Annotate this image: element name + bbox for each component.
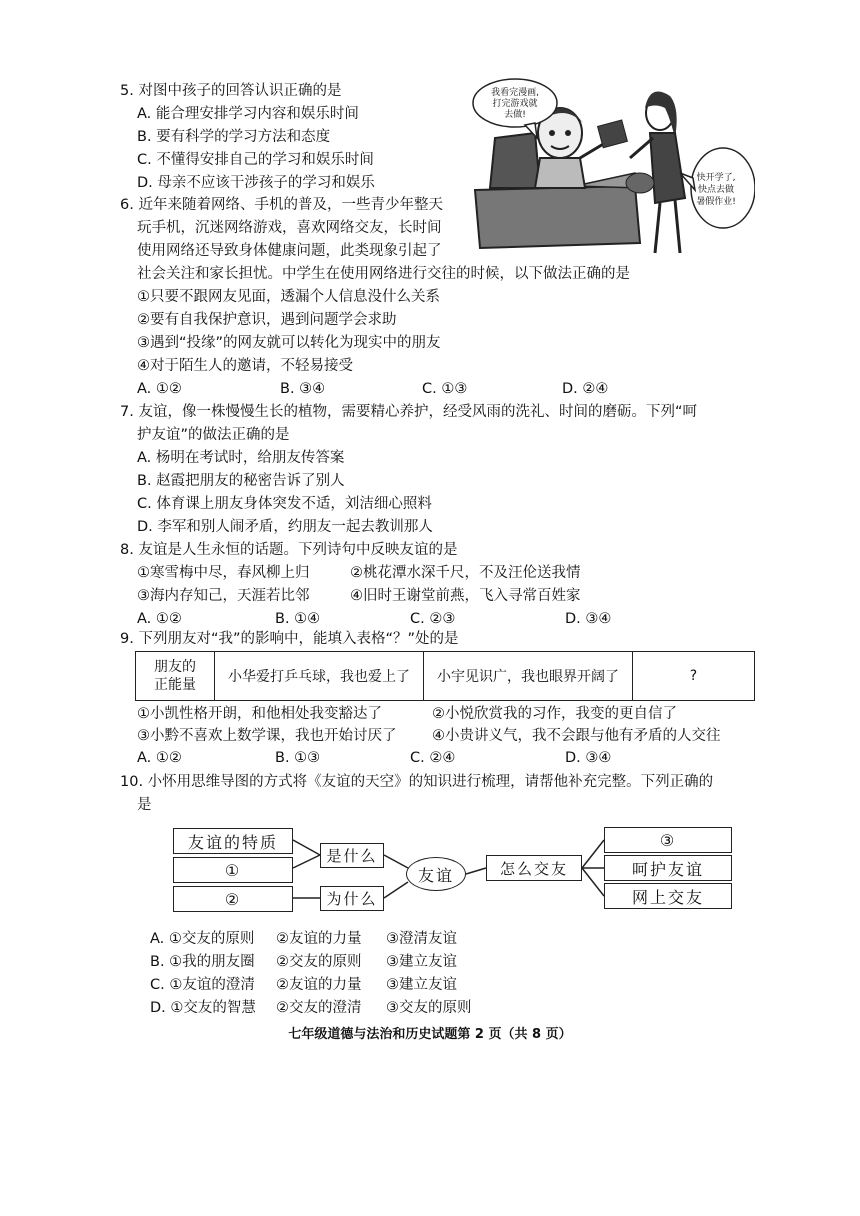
- q7-option-b: B. 赵霞把朋友的秘密告诉了别人: [137, 473, 345, 489]
- map-right-box-online: 网上交友: [604, 883, 732, 909]
- q6-stem-line: 玩手机，沉迷网络游戏，喜欢网络交友，长时间: [137, 220, 442, 236]
- q10-option-part: ③交友的原则: [386, 1000, 472, 1016]
- q6-choice-a: A. ①②: [137, 381, 182, 397]
- q8-item: ①寒雪梅中尽，春风柳上归: [137, 565, 310, 581]
- q5-option-a: A. 能合理安排学习内容和娱乐时间: [137, 106, 359, 122]
- map-how-box: 怎么交友: [486, 855, 582, 881]
- q9-choice-a: A. ①②: [137, 750, 182, 766]
- q10-option-d: [150, 997, 472, 1019]
- q7-option-d: D. 李军和别人闹矛盾，约朋友一起去教训那人: [137, 519, 433, 535]
- q6-item: ③遇到“投缘”的网友就可以转化为现实中的朋友: [137, 335, 441, 351]
- q10-option-part: ③建立友谊: [386, 954, 457, 970]
- q7-stem-line: 7. 友谊，像一株慢慢生长的植物，需要精心养护，经受风雨的洗礼、时间的磨砺。下列“呵: [120, 404, 697, 420]
- q10-stem-line: 10. 小怀用思维导图的方式将《友谊的天空》的知识进行梳理，请帮他补充完整。下列正确的: [120, 774, 714, 790]
- q8-item: ③海内存知己，天涯若比邻: [137, 588, 310, 604]
- map-left-box-1: ①: [173, 857, 293, 883]
- q6-item: ④对于陌生人的邀请，不轻易接受: [137, 358, 353, 374]
- q5-option-d: D. 母亲不应该干涉孩子的学习和娱乐: [137, 175, 375, 191]
- q9-table-cell: 小华爱打乒乓球，我也爱上了: [215, 652, 424, 701]
- q7-option-a: A. 杨明在考试时，给朋友传答案: [137, 450, 345, 466]
- q9-item: ②小悦欣赏我的习作，我变的更自信了: [432, 706, 677, 722]
- q10-option-part: ②友谊的力量: [276, 931, 362, 947]
- q9-item: ③小黔不喜欢上数学课，我也开始讨厌了: [137, 728, 397, 744]
- q5-option-c: C. 不懂得安排自己的学习和娱乐时间: [137, 152, 374, 168]
- mom-bubble-line: 快开学了,: [696, 173, 736, 183]
- q10-option-part: C. ①友谊的澄清: [150, 977, 255, 993]
- q6-choice-b: B. ③④: [280, 381, 326, 397]
- q8-item: ②桃花潭水深千尺，不及汪伦送我情: [350, 565, 581, 581]
- q10-option-part: B. ①我的朋友圈: [150, 954, 255, 970]
- q6-stem-line: 6. 近年来随着网络、手机的普及，一些青少年整天: [120, 197, 443, 213]
- mom-bubble-line: 快点去做: [697, 185, 734, 195]
- map-why-box: 为什么: [320, 886, 384, 911]
- boy-bubble-line: 去做!: [504, 110, 526, 120]
- q9-header-line: 朋友的: [154, 659, 196, 675]
- q8-choice-d: D. ③④: [565, 611, 612, 627]
- q10-option-part: ②交友的澄清: [276, 1000, 362, 1016]
- q7-stem-line: 护友谊”的做法正确的是: [137, 427, 290, 443]
- q10-option-part: ②交友的原则: [276, 954, 362, 970]
- map-center-oval: 友谊: [406, 857, 466, 891]
- q5-option-b: B. 要有科学的学习方法和态度: [137, 129, 331, 145]
- q6-item: ②要有自我保护意识，遇到问题学会求助: [137, 312, 397, 328]
- q6-choice-c: C. ①③: [422, 381, 468, 397]
- q10-option-part: ③建立友谊: [386, 977, 457, 993]
- q7-option-c: C. 体育课上朋友身体突发不适，刘洁细心照料: [137, 496, 432, 512]
- q9-table-cell-unknown: ?: [633, 652, 755, 701]
- q9-choice-d: D. ③④: [565, 750, 612, 766]
- map-what-box: 是什么: [320, 843, 384, 868]
- q9-header-line: 正能量: [154, 677, 196, 693]
- q9-choice-b: B. ①③: [275, 750, 321, 766]
- map-right-box-3: ③: [604, 827, 732, 853]
- q8-choice-a: A. ①②: [137, 611, 182, 627]
- q9-table-cell: 小宇见识广，我也眼界开阔了: [424, 652, 633, 701]
- q8-choice-c: C. ②③: [410, 611, 456, 627]
- q6-choice-d: D. ②④: [562, 381, 609, 397]
- q9-item: ①小凯性格开朗，和他相处我变豁达了: [137, 706, 382, 722]
- q9-choice-c: C. ②④: [410, 750, 456, 766]
- q9-item: ④小贵讲义气，我不会跟与他有矛盾的人交往: [432, 728, 721, 744]
- page-footer: 七年级道德与法治和历史试题第 2 页（共 8 页）: [288, 1027, 572, 1042]
- q10-option-part: D. ①交友的智慧: [150, 1000, 256, 1016]
- q10-option-part: ③澄清友谊: [386, 931, 457, 947]
- q8-choice-b: B. ①④: [275, 611, 321, 627]
- q10-stem-line: 是: [137, 797, 152, 813]
- mom-bubble-line: 暑假作业!: [696, 197, 736, 207]
- map-left-box-traits: 友谊的特质: [173, 828, 293, 854]
- q6-item: ①只要不跟网友见面，透漏个人信息没什么关系: [137, 289, 440, 305]
- q10-option-c: [150, 974, 457, 996]
- q10-option-part: A. ①交友的原则: [150, 931, 255, 947]
- q6-stem-line: 使用网络还导致身体健康问题，此类现象引起了: [137, 243, 442, 259]
- map-right-box-care: 呵护友谊: [604, 855, 732, 881]
- boy-bubble-line: 我看完漫画,: [491, 88, 539, 98]
- q5-stem: 5. 对图中孩子的回答认识正确的是: [120, 83, 342, 99]
- q8-item: ④旧时王谢堂前燕，飞入寻常百姓家: [350, 588, 581, 604]
- q10-option-a: [150, 928, 457, 950]
- q8-stem: 8. 友谊是人生永恒的话题。下列诗句中反映友谊的是: [120, 542, 458, 558]
- q10-option-part: ②友谊的力量: [276, 977, 362, 993]
- q9-stem: 9. 下列朋友对“我”的影响中，能填入表格“？”处的是: [120, 631, 459, 647]
- q10-option-b: [150, 951, 457, 973]
- map-left-box-2: ②: [173, 886, 293, 912]
- boy-bubble-line: 打完游戏就: [492, 99, 538, 109]
- q6-stem-line: 社会关注和家长担忧。中学生在使用网络进行交往的时候，以下做法正确的是: [137, 266, 630, 282]
